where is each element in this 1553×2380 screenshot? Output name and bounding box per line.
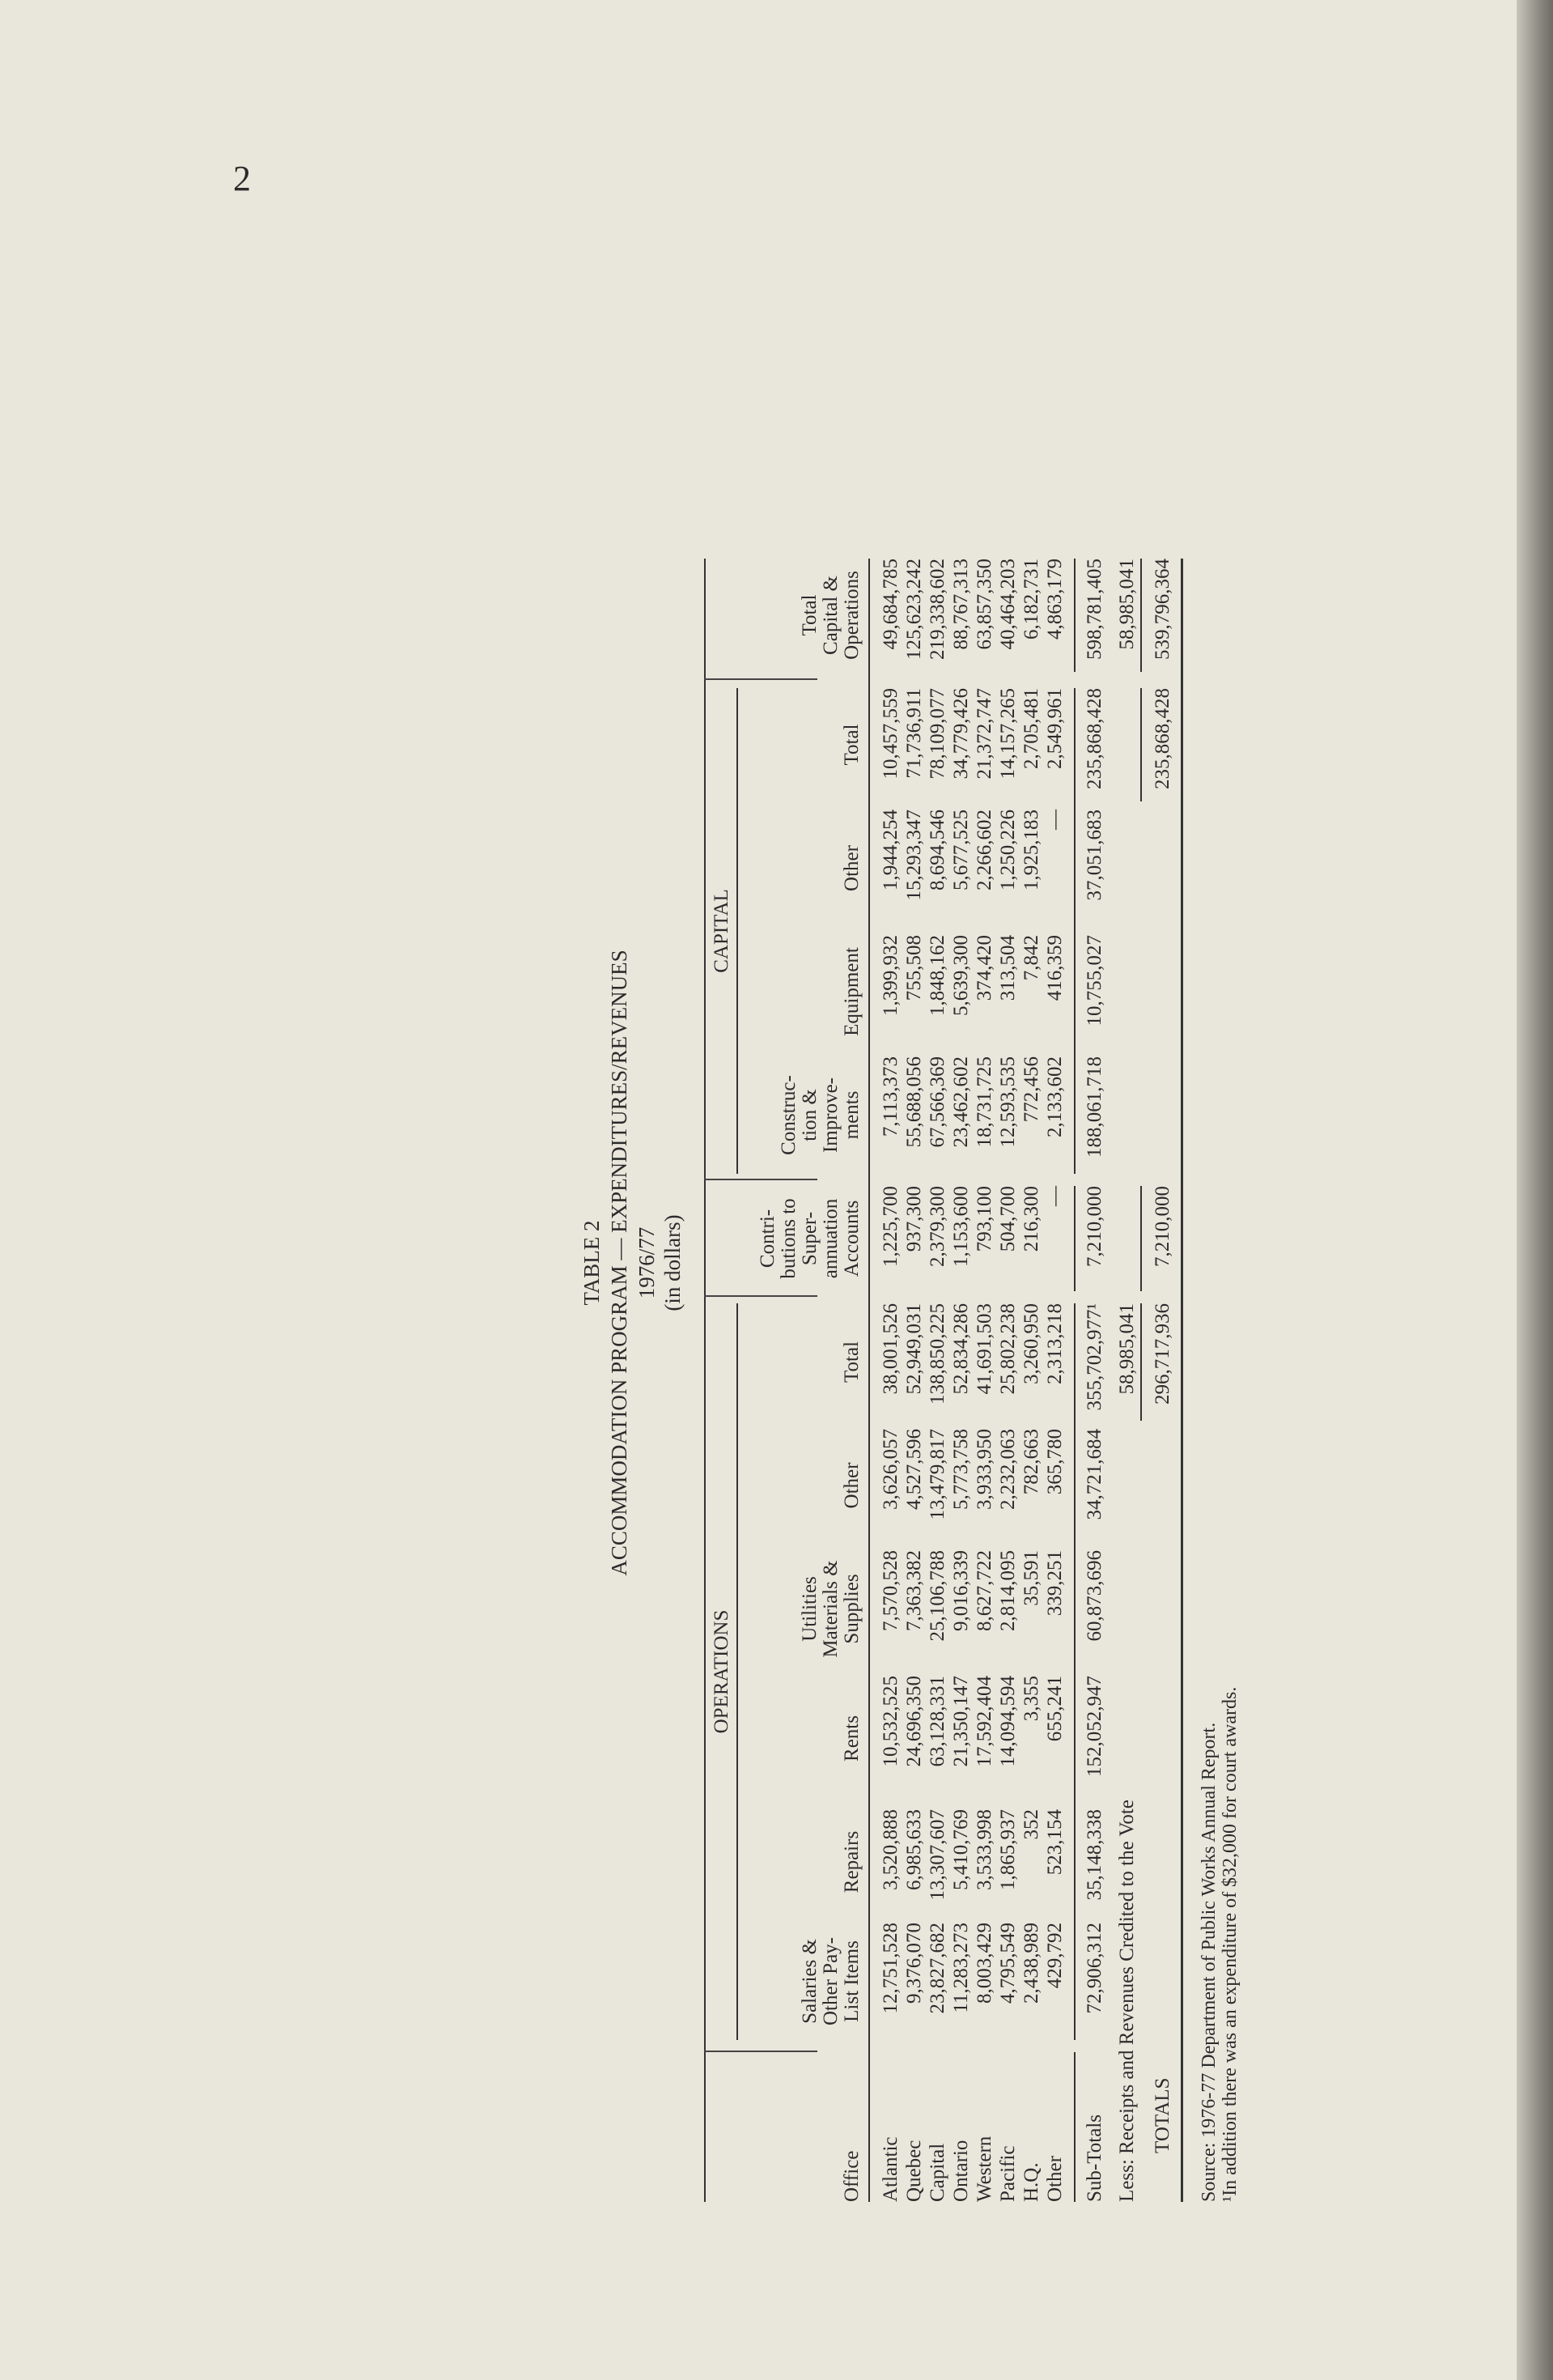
row-office-label: Quebec	[903, 2140, 925, 2202]
table-cell: 1,250,226	[997, 810, 1019, 890]
column-header: Utilities	[799, 1576, 821, 1642]
table-top-rule	[704, 559, 706, 2202]
row-office-label: Western	[974, 2136, 995, 2202]
table-cell: 125,623,242	[903, 559, 925, 660]
subtotal-cell: 188,061,718	[1084, 1056, 1105, 1158]
table-cell: 8,627,722	[974, 1550, 995, 1631]
table-cell: 7,842	[1020, 935, 1042, 981]
table-cell: 21,350,147	[950, 1676, 972, 1767]
table-cell: 71,736,911	[903, 688, 925, 779]
row-office-label: Capital	[927, 2143, 948, 2202]
table-cell: 5,639,300	[950, 935, 972, 1016]
table-period: 1976/77	[634, 1226, 659, 1299]
table-cell: 25,106,788	[927, 1550, 948, 1642]
table-cell: 23,827,682	[927, 1923, 948, 2014]
table-cell: 23,462,602	[950, 1056, 972, 1148]
table-cell: 18,731,725	[974, 1056, 995, 1148]
table-label: TABLE 2	[579, 1220, 604, 1306]
column-header: Equipment	[841, 947, 863, 1036]
table-cell: 4,527,596	[903, 1429, 925, 1510]
table-cell: 38,001,526	[880, 1303, 902, 1395]
subtotal-cell: 7,210,000	[1084, 1186, 1105, 1267]
less-grand-total: 58,985,041	[1116, 559, 1138, 650]
column-header: tion &	[799, 1089, 821, 1141]
header-column-divider	[704, 1179, 817, 1180]
table-cell: 5,677,525	[950, 810, 972, 890]
table-cell: 219,338,602	[927, 559, 948, 660]
column-header: List Items	[841, 1940, 863, 2022]
table-cell: 13,479,817	[927, 1429, 948, 1520]
table-cell: 138,850,225	[927, 1303, 948, 1405]
subtotal-rule	[1074, 2052, 1076, 2202]
totals-capital: 235,868,428	[1152, 688, 1173, 789]
column-header: Other Pay-	[820, 1937, 842, 2025]
table-cell: 9,376,070	[903, 1923, 925, 2004]
table-cell: 2,705,481	[1020, 688, 1042, 769]
totals-grand: 539,796,364	[1152, 559, 1173, 660]
capital-group-rule	[736, 688, 738, 1174]
table-cell: 12,751,528	[880, 1923, 902, 2014]
subtotal-rule	[1074, 1186, 1076, 1291]
totals-rule	[1140, 1186, 1142, 1291]
table-cell: 2,549,961	[1044, 688, 1066, 769]
table-cell: 11,283,273	[950, 1923, 972, 2013]
table-cell: 7,570,528	[880, 1550, 902, 1631]
column-header: Office	[841, 2150, 863, 2202]
totals-operations: 296,717,936	[1152, 1303, 1173, 1405]
source-note: Source: 1976-77 Department of Public Works Annual Report.	[1199, 1722, 1220, 2202]
column-header: Total	[799, 594, 821, 636]
table-cell: 4,795,549	[997, 1923, 1019, 2004]
table-cell: 3,626,057	[880, 1429, 902, 1510]
table-cell: 14,157,265	[997, 688, 1019, 780]
subtotal-cell: 10,755,027	[1084, 935, 1105, 1026]
table-cell: 63,128,331	[927, 1676, 948, 1767]
subtotal-cell: 72,906,312	[1084, 1923, 1105, 2014]
table-cell: 1,944,254	[880, 810, 902, 890]
table-cell: 67,566,369	[927, 1056, 948, 1148]
table-cell: 9,016,339	[950, 1550, 972, 1631]
header-column-divider	[704, 1295, 817, 1297]
table-cell: 10,532,525	[880, 1676, 902, 1767]
totals-rule	[1140, 559, 1142, 672]
table-cell: —	[1044, 810, 1066, 830]
table-cell: 78,109,077	[927, 688, 948, 780]
table-cell: 15,293,347	[903, 810, 925, 901]
table-cell: 17,592,404	[974, 1676, 995, 1767]
table-cell: 2,814,095	[997, 1550, 1019, 1631]
row-office-label: Atlantic	[880, 2136, 902, 2202]
subtotal-cell: 35,148,338	[1084, 1809, 1105, 1901]
table-cell: 88,767,313	[950, 559, 972, 650]
column-header: Salaries &	[799, 1939, 821, 2024]
column-header: annuation	[820, 1198, 842, 1279]
operations-group-rule	[736, 1303, 738, 2040]
table-cell: 313,504	[997, 935, 1019, 1001]
operations-group-header: OPERATIONS	[711, 1609, 732, 1734]
subtotal-rule	[1074, 1303, 1076, 2040]
table-cell: 755,508	[903, 935, 925, 1001]
less-operations-total: 58,985,041	[1116, 1303, 1138, 1395]
table-cell: 49,684,785	[880, 559, 902, 650]
column-header: butions to	[778, 1198, 800, 1279]
table-cell: 416,359	[1044, 935, 1066, 1001]
table-cell: 34,779,426	[950, 688, 972, 780]
column-header: Other	[841, 1462, 863, 1509]
table-cell: 13,307,607	[927, 1809, 948, 1901]
header-column-divider	[704, 678, 817, 680]
table-cell: —	[1044, 1186, 1066, 1206]
row-office-label: Ontario	[950, 2140, 972, 2202]
column-header: Super-	[799, 1211, 821, 1266]
table-cell: 1,925,183	[1020, 810, 1042, 890]
table-cell: 24,696,350	[903, 1676, 925, 1767]
subtotal-rule	[1074, 688, 1076, 1174]
capital-group-header: CAPITAL	[711, 889, 732, 973]
table-cell: 5,773,758	[950, 1429, 972, 1510]
column-header: Operations	[841, 571, 863, 660]
table-title: ACCOMMODATION PROGRAM — EXPENDITURES/REVENUES	[607, 950, 631, 1576]
column-header: Other	[841, 845, 863, 891]
table-cell: 1,399,932	[880, 935, 902, 1016]
table-units: (in dollars)	[660, 1214, 685, 1311]
table-cell: 35,591	[1020, 1550, 1042, 1606]
footnote: ¹In addition there was an expenditure of $32,000 for court awards.	[1220, 1686, 1241, 2202]
totals-rule	[1140, 688, 1142, 801]
subtotal-cell: 37,051,683	[1084, 810, 1105, 901]
subtotal-cell: 34,721,684	[1084, 1429, 1105, 1520]
subtotals-label: Sub-Totals	[1084, 2114, 1105, 2202]
table-cell: 3,933,950	[974, 1429, 995, 1510]
table-cell: 374,420	[974, 935, 995, 1001]
table-cell: 937,300	[903, 1186, 925, 1252]
table-cell: 7,113,373	[880, 1056, 902, 1137]
header-column-divider	[704, 2051, 817, 2052]
table-cell: 429,792	[1044, 1923, 1066, 1989]
table-cell: 52,949,031	[903, 1303, 925, 1395]
table-cell: 2,266,602	[974, 810, 995, 890]
table-cell: 216,300	[1020, 1186, 1042, 1252]
column-header: Materials &	[820, 1560, 842, 1658]
table-cell: 8,003,429	[974, 1923, 995, 2004]
totals-rule	[1140, 1303, 1142, 1421]
table-cell: 25,802,238	[997, 1303, 1019, 1395]
table-cell: 41,691,503	[974, 1303, 995, 1395]
table-cell: 21,372,747	[974, 688, 995, 780]
table-cell: 8,694,546	[927, 810, 948, 890]
row-office-label: Pacific	[997, 2145, 1019, 2202]
column-header: Capital &	[820, 576, 842, 655]
table-cell: 523,154	[1044, 1809, 1066, 1876]
table-bottom-rule	[1181, 559, 1183, 2202]
subtotal-cell: 598,781,405	[1084, 559, 1105, 660]
column-header: Supplies	[841, 1574, 863, 1644]
totals-contributions: 7,210,000	[1152, 1186, 1173, 1267]
column-header: Contri-	[757, 1209, 779, 1269]
totals-label: TOTALS	[1152, 2077, 1173, 2153]
table-cell: 782,663	[1020, 1429, 1042, 1495]
table-cell: 4,863,179	[1044, 559, 1066, 640]
column-header: Improve-	[820, 1077, 842, 1154]
column-header: Total	[841, 1341, 863, 1383]
table-cell: 52,834,286	[950, 1303, 972, 1395]
table-cell: 772,456	[1020, 1056, 1042, 1123]
row-office-label: H.Q.	[1020, 2162, 1042, 2202]
column-header: ments	[841, 1090, 863, 1140]
subtotal-rule	[1074, 559, 1076, 672]
less-receipts-label: Less: Receipts and Revenues Credited to the Vote	[1116, 1800, 1138, 2202]
subtotal-cell: 235,868,428	[1084, 688, 1105, 789]
column-header: Repairs	[841, 1830, 863, 1893]
table-cell: 339,251	[1044, 1550, 1066, 1617]
table-cell: 12,593,535	[997, 1056, 1019, 1148]
subtotal-cell: 60,873,696	[1084, 1550, 1105, 1642]
column-header: Total	[841, 724, 863, 766]
column-header: Construc-	[778, 1075, 800, 1155]
subtotal-cell: 355,702,977¹	[1084, 1303, 1105, 1411]
table-cell: 2,438,989	[1020, 1923, 1042, 2004]
table-cell: 7,363,382	[903, 1550, 925, 1631]
table-cell: 2,133,602	[1044, 1056, 1066, 1137]
table-cell: 3,533,998	[974, 1809, 995, 1890]
table-cell: 3,520,888	[880, 1809, 902, 1890]
table-cell: 793,100	[974, 1186, 995, 1252]
table-cell: 1,848,162	[927, 935, 948, 1016]
table-cell: 365,780	[1044, 1429, 1066, 1495]
table-cell: 1,225,700	[880, 1186, 902, 1267]
table-cell: 5,410,769	[950, 1809, 972, 1890]
table-cell: 352	[1020, 1809, 1042, 1840]
row-office-label: Other	[1044, 2156, 1066, 2202]
table-cell: 14,094,594	[997, 1676, 1019, 1767]
column-header: Rents	[841, 1715, 863, 1762]
table-cell: 2,313,218	[1044, 1303, 1066, 1384]
table-cell: 2,379,300	[927, 1186, 948, 1267]
table-cell: 6,182,731	[1020, 559, 1042, 640]
table-cell: 3,260,950	[1020, 1303, 1042, 1384]
table-cell: 3,355	[1020, 1676, 1042, 1722]
table-cell: 55,688,056	[903, 1056, 925, 1148]
page-number: 2	[233, 159, 251, 198]
table-cell: 2,232,063	[997, 1429, 1019, 1510]
table-cell: 504,700	[997, 1186, 1019, 1252]
table-cell: 1,153,600	[950, 1186, 972, 1267]
table-cell: 655,241	[1044, 1676, 1066, 1742]
rotated-table-block	[579, 32, 1553, 2202]
table-cell: 6,985,633	[903, 1809, 925, 1890]
subtotal-cell: 152,052,947	[1084, 1676, 1105, 1777]
table-cell: 1,865,937	[997, 1809, 1019, 1890]
header-bottom-rule	[868, 559, 870, 2202]
table-cell: 10,457,559	[880, 688, 902, 780]
table-cell: 40,464,203	[997, 559, 1019, 650]
column-header: Accounts	[841, 1200, 863, 1277]
table-cell: 63,857,350	[974, 559, 995, 650]
